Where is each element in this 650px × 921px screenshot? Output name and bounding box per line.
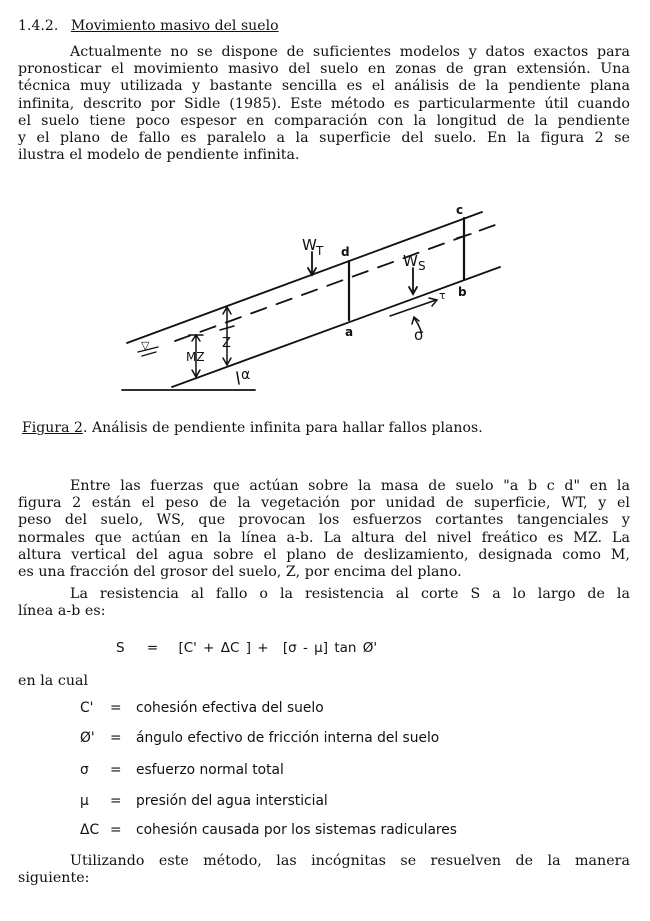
definition-text: cohesión causada por los sistemas radiculares xyxy=(136,822,457,838)
text-line: normales que actúan en la línea a-b. La altura del nivel freático es MZ. La xyxy=(18,529,630,546)
text-line: La resistencia al fallo o la resistencia al corte S a lo largo de la xyxy=(70,586,630,602)
formula-lhs: S xyxy=(116,640,125,656)
text-line: línea a-b es: xyxy=(18,603,106,620)
label-tau: τ xyxy=(439,289,446,302)
text-line: el suelo tiene poco espesor en comparación con la longitud de la pendiente xyxy=(18,112,630,129)
definition-symbol: ΔC xyxy=(80,822,100,838)
shear-strength-formula xyxy=(116,640,385,656)
label-alpha: α xyxy=(241,367,251,383)
definition-equals: = xyxy=(110,793,122,809)
formula-equals: = xyxy=(146,640,159,656)
definition-symbol: σ xyxy=(80,762,89,778)
text-line: es una fracción del grosor del suelo, Z, por encima del plano. xyxy=(18,564,462,581)
definition-equals: = xyxy=(110,700,122,716)
text-line: técnica muy utilizada y bastante sencilla es el análisis de la pendiente plana xyxy=(18,78,630,95)
text-line: pronosticar el movimiento masivo del suelo en zonas de gran extensión. Una xyxy=(18,61,630,78)
definition-equals: = xyxy=(110,822,122,838)
label-b: b xyxy=(458,285,467,299)
section-number: 1.4.2. xyxy=(18,18,59,34)
water-table-line xyxy=(175,225,495,341)
definition-symbol: Ø' xyxy=(80,730,95,746)
label-z: Z xyxy=(222,336,231,351)
definition-text: ángulo efectivo de fricción interna del suelo xyxy=(136,730,440,746)
definition-equals: = xyxy=(110,730,122,746)
label-mz: MZ xyxy=(186,350,205,364)
paragraph-forces xyxy=(18,478,630,581)
text-line: siguiente: xyxy=(18,870,90,887)
alpha-angle-mark xyxy=(237,372,239,384)
failure-plane-line xyxy=(172,267,500,387)
label-sigma: σ xyxy=(414,326,424,344)
definition-item xyxy=(80,700,324,716)
text-line: ilustra el modelo de pendiente infinita. xyxy=(18,147,300,164)
formula-term2: [σ - μ] tan Ø' xyxy=(282,640,378,656)
definition-item xyxy=(80,822,457,838)
definition-symbol: C' xyxy=(80,700,94,716)
label-d: d xyxy=(341,245,350,259)
definition-item xyxy=(80,793,328,809)
label-ws: W xyxy=(403,252,418,270)
caption-label: Figura 2 xyxy=(22,420,83,436)
text-line: Actualmente no se dispone de suficientes modelos y datos exactos para xyxy=(70,44,630,60)
definition-symbol: μ xyxy=(80,793,89,809)
en-la-cual-text: en la cual xyxy=(18,673,89,689)
text-line: Utilizando este método, las incógnitas se resuelven de la manera xyxy=(70,853,630,869)
text-line: peso del suelo, WS, que provocan los esfuerzos cortantes tangenciales y xyxy=(18,512,630,529)
paragraph-method xyxy=(18,853,630,887)
section-title: Movimiento masivo del suelo xyxy=(70,18,279,34)
paragraph-resistance xyxy=(18,586,630,620)
label-wt: W xyxy=(302,236,317,254)
definition-item xyxy=(80,762,284,778)
ground-surface-line xyxy=(127,212,482,343)
water-symbol-line-2 xyxy=(142,352,156,356)
text-line: infinita, descrito por Sidle (1985). Este método es particularmente útil cuando xyxy=(18,95,630,112)
infinite-slope-diagram xyxy=(0,0,650,410)
water-table-symbol: ▽ xyxy=(141,339,150,352)
tau-arrow xyxy=(390,300,436,316)
definition-item xyxy=(80,730,439,746)
label-wt-sub: T xyxy=(316,244,324,258)
text-line: figura 2 están el peso de la vegetación por unidad de superficie, WT, y el xyxy=(18,495,630,512)
label-c: c xyxy=(456,203,464,217)
text-line: Entre las fuerzas que actúan sobre la masa de suelo "a b c d" en la xyxy=(70,478,630,494)
definition-text: esfuerzo normal total xyxy=(136,762,284,778)
definition-equals: = xyxy=(110,762,122,778)
label-a: a xyxy=(345,325,354,339)
caption-text: . Análisis de pendiente infinita para hallar fallos planos. xyxy=(82,420,483,436)
figure-caption xyxy=(22,420,483,437)
label-ws-sub: S xyxy=(418,259,426,273)
text-line: altura vertical del agua sobre el plano de deslizamiento, designada como M, xyxy=(18,546,630,563)
definition-text: presión del agua intersticial xyxy=(136,793,328,809)
definition-text: cohesión efectiva del suelo xyxy=(136,700,324,716)
text-line: y el plano de fallo es paralelo a la superficie del suelo. En la figura 2 se xyxy=(18,130,630,147)
formula-term1: [C' + ΔC ] + xyxy=(178,640,269,656)
